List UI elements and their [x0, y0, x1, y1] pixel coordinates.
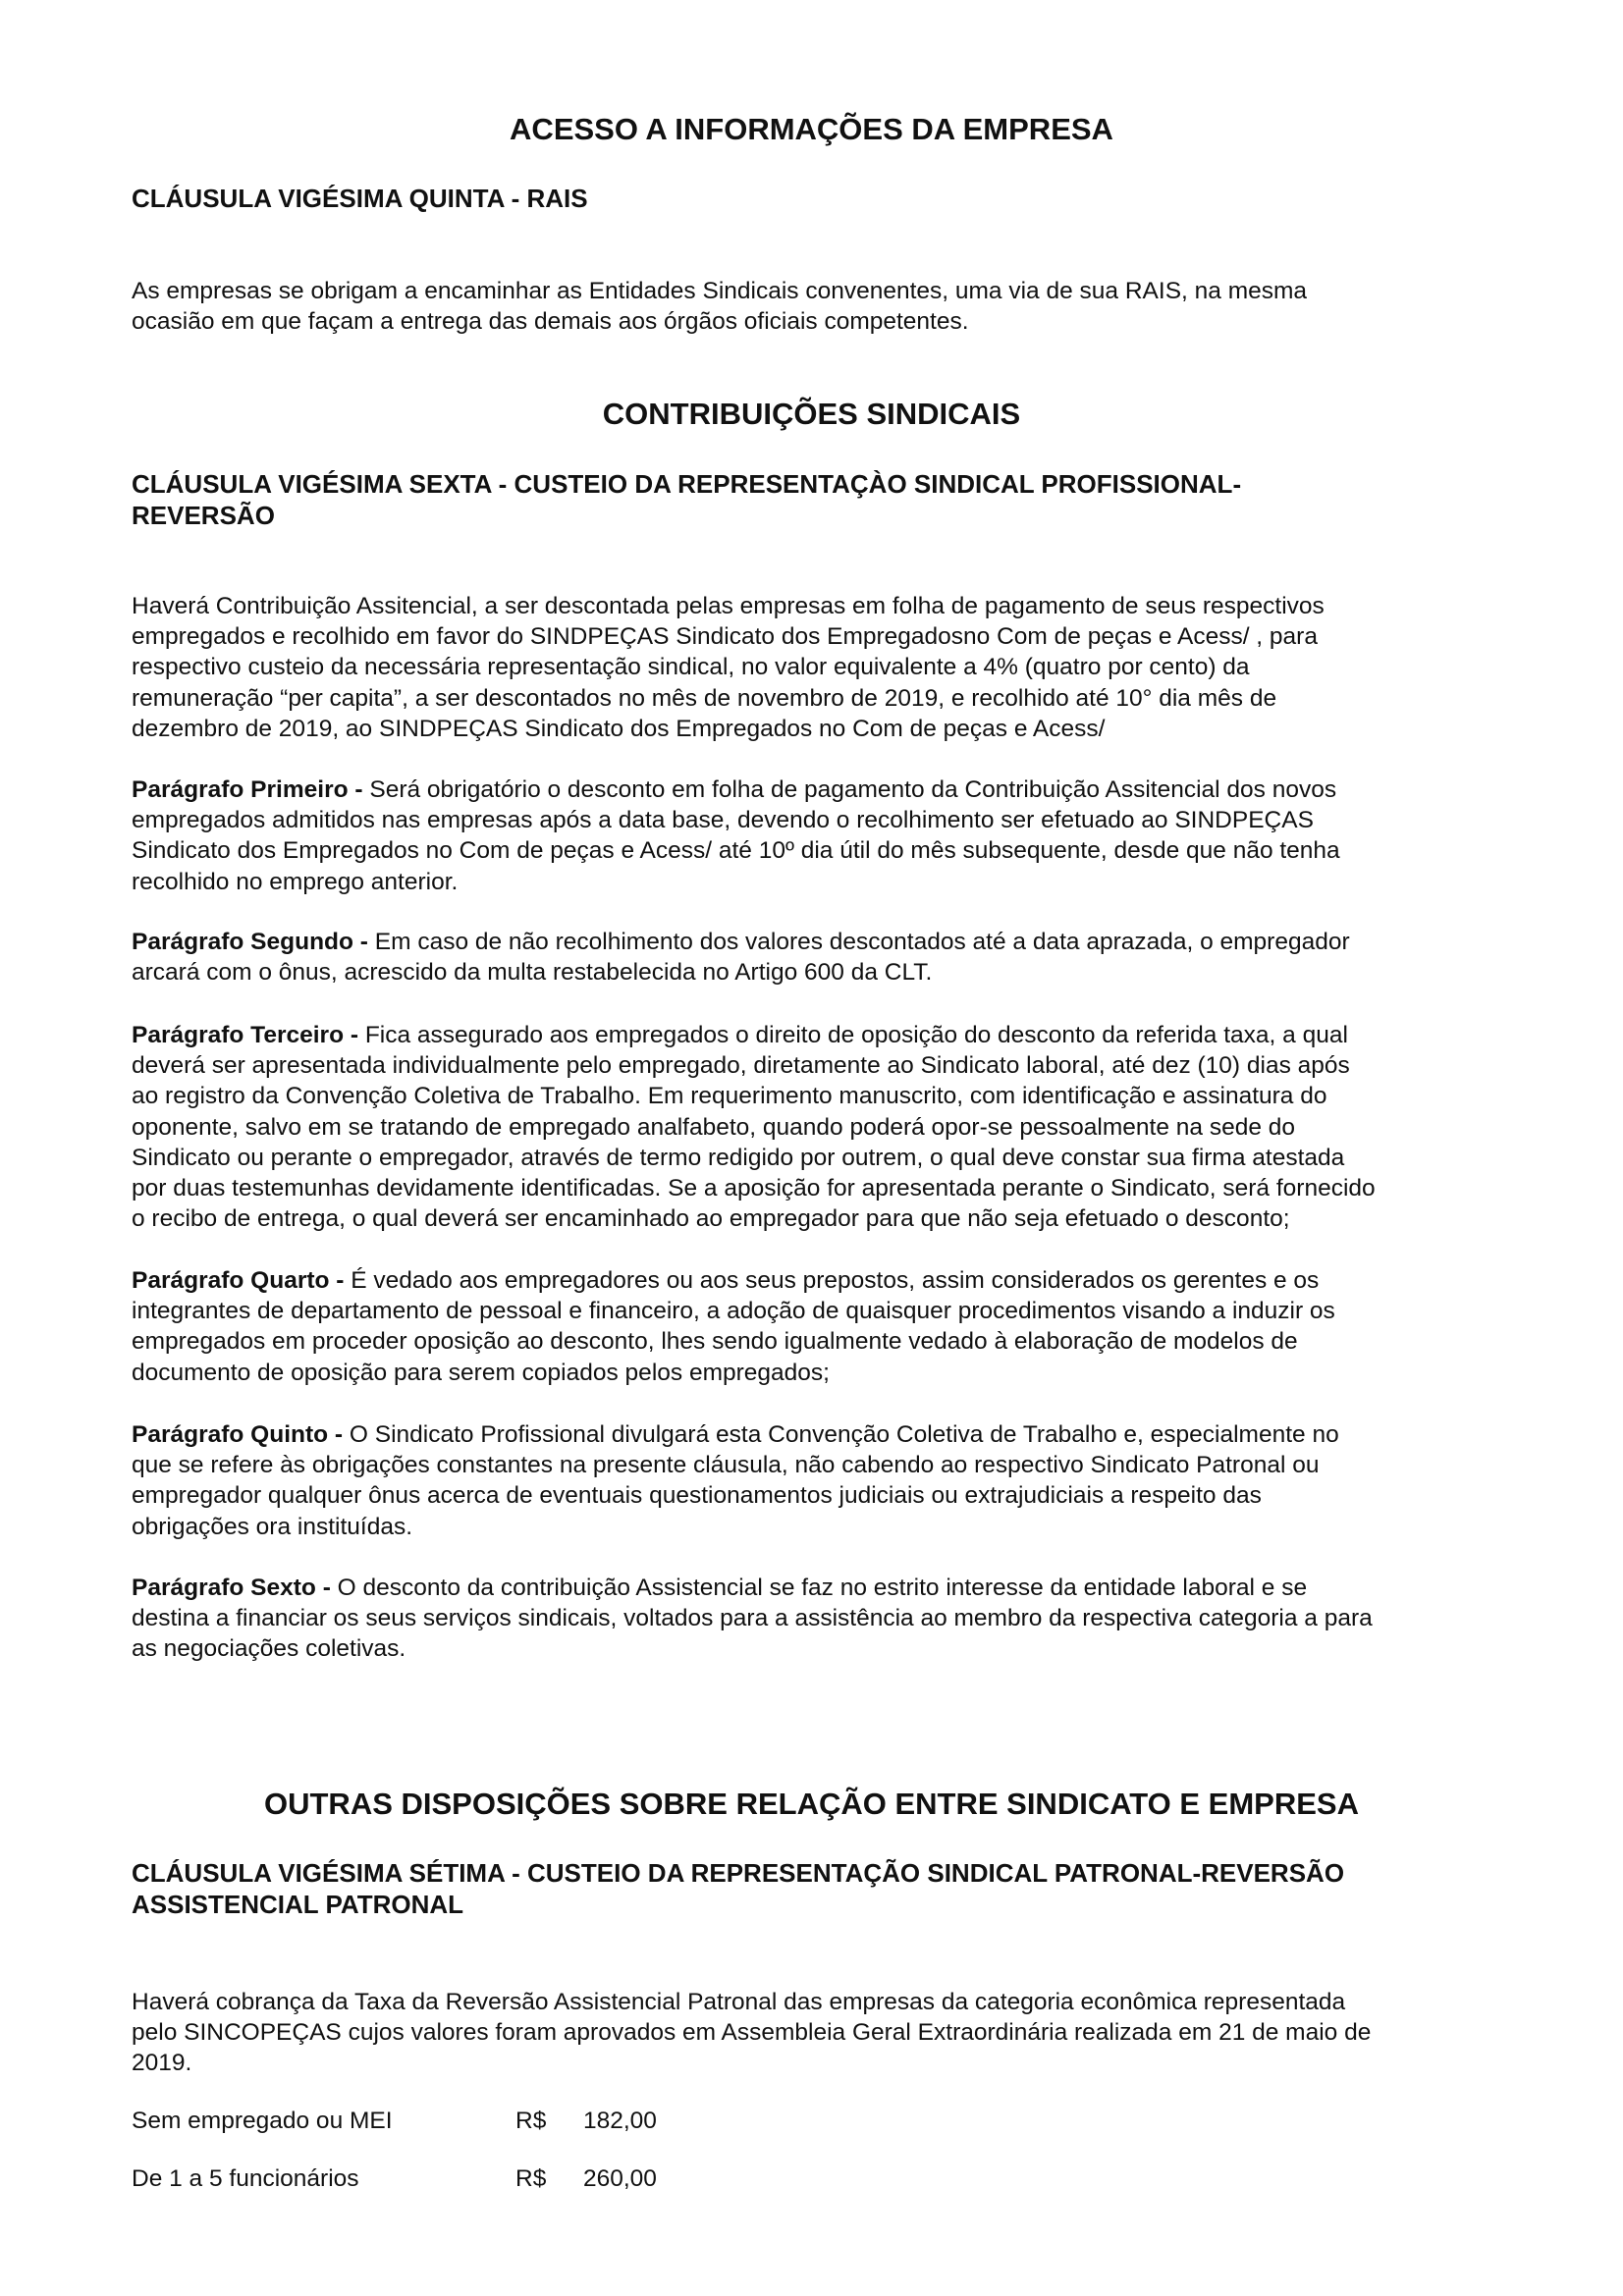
paragraph-segundo: [132, 927, 1506, 988]
paragraph-text: O Sindicato Profissional divulgará esta Convenção Coletiva de Trabalho e, especialmente no que se refere às obrigações constantes na presente cláusula, não cabendo ao respectivo Sindicato Patronal ou empregador qualquer ônus acerca de eventuais questionamentos judiciais ou extrajudiciais a respeito das obrigações ora instituídas.: [132, 1421, 1339, 1540]
paragraph-label: Parágrafo Primeiro -: [132, 776, 363, 803]
paragraph-text: Fica assegurado aos empregados o direito de oposição do desconto da referida taxa, a qual deverá ser apresentada individualmente pelo empregado, diretamente ao Sindicato laboral, até dez (10) dias após ao registro da Convenção Coletiva de Trabalho. Em requerimento manuscrito, com identificação e assinatura do oponente, salvo em se tratando de empregado analfabeto, quando poderá opor-se pessoalmente na sede do Sindicato ou perante o empregador, através de termo redigido por outrem, o qual deve constar sua firma atestada por duas testemunhas devidamente identificadas. Se a aposição for apresentada perante o Sindicato, será fornecido o recibo de entrega, o qual deverá ser encaminhado ao empregador para que não seja efetuado o desconto;: [132, 1022, 1376, 1233]
section-title-outras-disposicoes: OUTRAS DISPOSIÇÕES SOBRE RELAÇÃO ENTRE SINDICATO E EMPRESA: [264, 1787, 1359, 1821]
fee-label: De 1 a 5 funcionários: [132, 2165, 359, 2192]
paragraph-primeiro: [132, 774, 1506, 897]
clause-title-custeio-profissional: CLÁUSULA VIGÉSIMA SEXTA - CUSTEIO DA REPRESENTAÇÀO SINDICAL PROFISSIONAL- REVERSÃO: [132, 469, 1242, 530]
paragraph-quarto: [132, 1265, 1506, 1388]
paragraph-text: Em caso de não recolhimento dos valores descontados até a data aprazada, o empregador arcará com o ônus, acrescido da multa restabelecida no Artigo 600 da CLT.: [132, 929, 1350, 987]
fee-row: [132, 2163, 819, 2194]
paragraph-label: Parágrafo Segundo -: [132, 929, 368, 955]
fee-amount: 260,00: [583, 2165, 657, 2192]
paragraph-label: Parágrafo Terceiro -: [132, 1022, 359, 1048]
paragraph-sexto: [132, 1573, 1506, 1665]
clause-title-custeio-patronal: CLÁUSULA VIGÉSIMA SÉTIMA - CUSTEIO DA REPRESENTAÇÃO SINDICAL PATRONAL-REVERSÃO ASSISTENCIAL PATRONAL: [132, 1858, 1345, 1919]
paragraph-text: O desconto da contribuição Assistencial se faz no estrito interesse da entidade laboral e se destina a financiar os seus serviços sindicais, voltados para a assistência ao membro da respectiva categoria a para as negociações coletivas.: [132, 1575, 1373, 1663]
paragraph-label: Parágrafo Quarto -: [132, 1267, 345, 1294]
paragraph-quinto: [132, 1419, 1506, 1542]
fee-label: Sem empregado ou MEI: [132, 2108, 393, 2134]
paragraph-text: Será obrigatório o desconto em folha de pagamento da Contribuição Assitencial dos novos empregados admitidos nas empresas após a data base, devendo o recolhimento ser efetuado ao SINDPEÇAS Sindicato dos Empregados no Com de peças e Acess/ até 10º dia útil do mês subsequente, desde que não tenha recolhido no emprego anterior.: [132, 776, 1340, 895]
fee-row: [132, 2106, 819, 2136]
clause-custeio-intro: Haverá Contribuição Assitencial, a ser descontada pelas empresas em folha de pagamento de seus respectivos empregados e recolhido em favor do SINDPEÇAS Sindicato dos Empregadosno Com de peças e Acess/ , para respectivo custeio da necessária representação sindical, no valor equivalente a 4% (quatro por cento) da remuneração “per capita”, a ser descontados no mês de novembro de 2019, e recolhido até 10° dia mês de dezembro de 2019, ao SINDPEÇAS Sindicato dos Empregados no Com de peças e Acess/: [132, 593, 1325, 742]
paragraph-label: Parágrafo Sexto -: [132, 1575, 331, 1601]
clause-rais-body: As empresas se obrigam a encaminhar as Entidades Sindicais convenentes, uma via de sua RAIS, na mesma ocasião em que façam a entrega das demais aos órgãos oficiais competentes.: [132, 278, 1308, 336]
paragraph-terceiro: [132, 1020, 1506, 1234]
paragraph-label: Parágrafo Quinto -: [132, 1421, 344, 1448]
clause-title-rais: CLÁUSULA VIGÉSIMA QUINTA - RAIS: [132, 184, 588, 213]
fee-currency: R$: [515, 2165, 547, 2192]
fee-currency: R$: [515, 2108, 547, 2134]
paragraph-text: É vedado aos empregadores ou aos seus prepostos, assim considerados os gerentes e os integrantes de departamento de pessoal e financeiro, a adoção de quaisquer procedimentos visando a induzir os empregados em proceder oposição ao desconto, lhes sendo igualmente vedado à elaboração de modelos de documento de oposição para serem copiados pelos empregados;: [132, 1267, 1335, 1386]
fee-amount: 182,00: [583, 2108, 657, 2134]
section-title-contribuicoes: CONTRIBUIÇÕES SINDICAIS: [602, 397, 1021, 431]
section-title-acesso: ACESSO A INFORMAÇÕES DA EMPRESA: [510, 112, 1113, 146]
clause-custeio-patronal-intro: Haverá cobrança da Taxa da Reversão Assistencial Patronal das empresas da categoria econômica representada pelo SINCOPEÇAS cujos valores foram aprovados em Assembleia Geral Extraordinária realizada em 21 de maio de 2019.: [132, 1989, 1372, 2077]
